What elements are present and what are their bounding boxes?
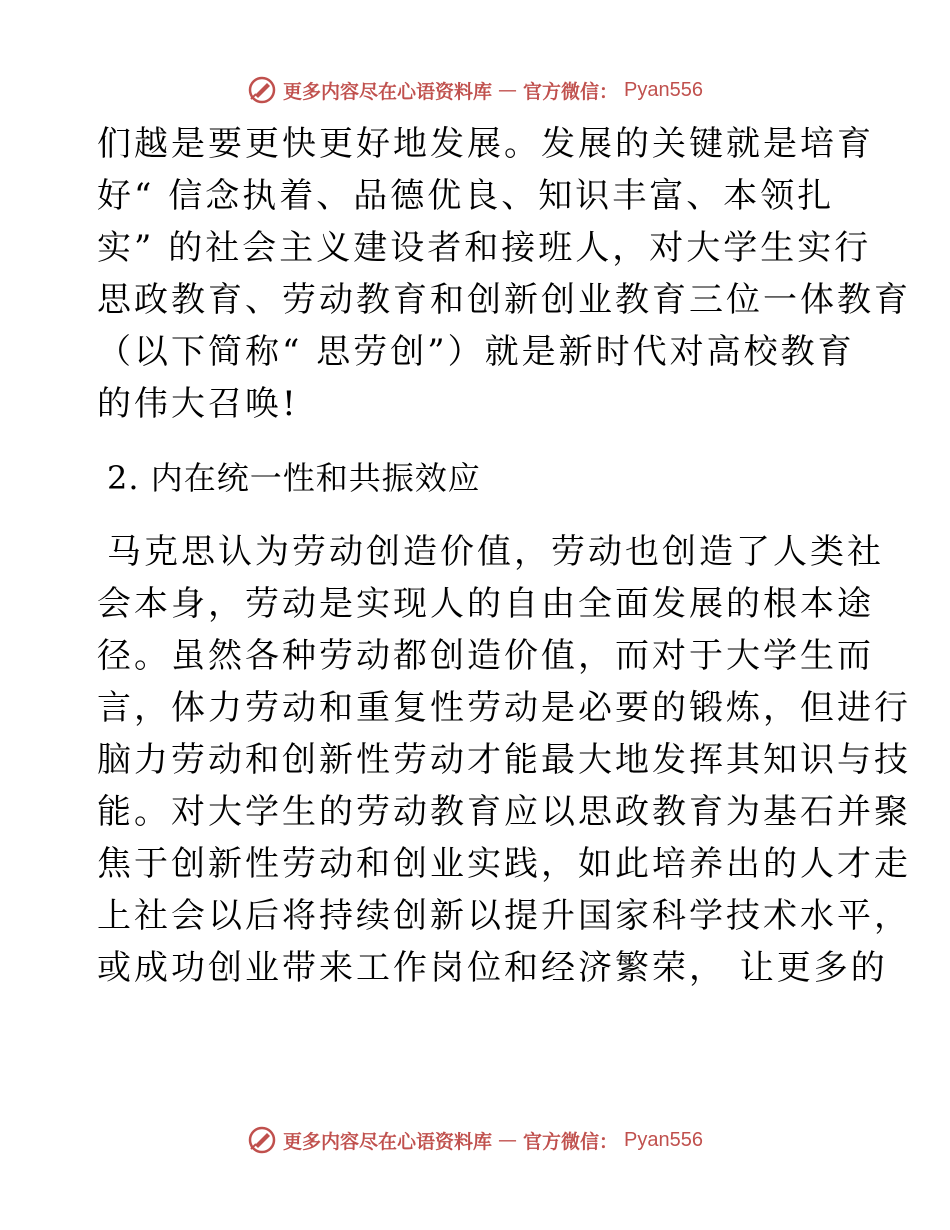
text-line: 思政教育、劳动教育和创新创业教育三位一体教育 xyxy=(97,280,911,320)
text-line: 脑力劳动和创新性劳动才能最大地发挥其知识与技 xyxy=(97,740,911,780)
text-line: 好“ 信念执着、品德优良、知识丰富、本领扎 xyxy=(97,176,835,216)
banner-wechat-handle: Pyan556 xyxy=(624,78,703,101)
banner-dash: — xyxy=(498,1129,518,1151)
document-body xyxy=(97,118,911,994)
spacer xyxy=(97,504,857,526)
banner-wechat-handle: Pyan556 xyxy=(624,1128,703,1151)
banner-wechat-label: 官方微信： xyxy=(523,1130,619,1153)
paragraph-2 xyxy=(97,526,911,994)
brand-logo-icon xyxy=(247,1125,277,1155)
paragraph-1 xyxy=(97,118,911,430)
text-line: 的伟大召唤! xyxy=(97,384,299,424)
spacer xyxy=(97,430,857,452)
banner-brand-text: 更多内容尽在心语资料库 xyxy=(283,1130,493,1153)
brand-logo-icon xyxy=(247,75,277,105)
header-banner xyxy=(0,70,950,110)
text-line: 上社会以后将持续创新以提升国家科学技术水平， xyxy=(97,896,911,936)
banner-dash: — xyxy=(498,79,518,101)
text-line: （以下简称“ 思劳创”）就是新时代对高校教育 xyxy=(97,332,855,372)
text-line: 们越是要更快更好地发展。发展的关键就是培育 xyxy=(97,124,874,164)
text-line: 能。对大学生的劳动教育应以思政教育为基石并聚 xyxy=(97,792,911,832)
text-line: 焦于创新性劳动和创业实践，如此培养出的人才走 xyxy=(97,844,911,884)
banner-brand-text: 更多内容尽在心语资料库 xyxy=(283,80,493,103)
text-line: 马克思认为劳动创造价值，劳动也创造了人类社 xyxy=(107,532,884,572)
footer-banner xyxy=(0,1120,950,1160)
text-line: 言，体力劳动和重复性劳动是必要的锻炼，但进行 xyxy=(97,688,911,728)
text-line: 或成功创业带来工作岗位和经济繁荣， 让更多的 xyxy=(97,948,888,988)
text-line: 实” 的社会主义建设者和接班人，对大学生实行 xyxy=(97,228,872,268)
text-line: 会本身，劳动是实现人的自由全面发展的根本途 xyxy=(97,584,874,624)
banner-wechat-label: 官方微信： xyxy=(523,80,619,103)
text-line: 径。虽然各种劳动都创造价值，而对于大学生而 xyxy=(97,636,874,676)
section-heading: 2. 内在统一性和共振效应 xyxy=(107,459,481,497)
